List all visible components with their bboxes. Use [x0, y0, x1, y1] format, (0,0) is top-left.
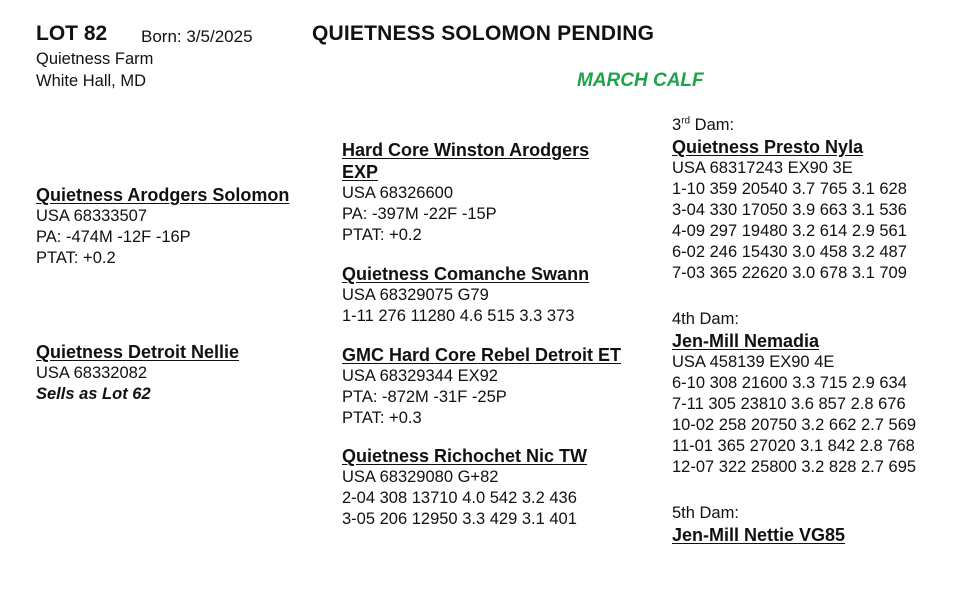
- third-dam-record: 7-03 365 22620 3.0 678 3.1 709: [672, 264, 907, 282]
- sire-sire-name-line2: EXP: [342, 162, 379, 182]
- dam-dam-name: Quietness Richochet Nic TW: [342, 446, 588, 466]
- dam-dam-record: 2-04 308 13710 4.0 542 3.2 436: [342, 489, 577, 507]
- animal-title: QUIETNESS SOLOMON PENDING: [312, 22, 655, 45]
- fourth-dam-record: 6-10 308 21600 3.3 715 2.9 634: [672, 374, 907, 392]
- sire-block: [36, 184, 289, 269]
- farm-location: White Hall, MD: [36, 72, 147, 90]
- third-dam-label: 3rd Dam:: [672, 115, 735, 134]
- dam-sire-registration: USA 68329344 EX92: [342, 367, 498, 385]
- fifth-dam-name: Jen-Mill Nettie VG85: [672, 525, 846, 545]
- sire-dam-name: Quietness Comanche Swann: [342, 264, 590, 284]
- sire-ptat: PTAT: +0.2: [36, 249, 116, 267]
- calf-class-label: MARCH CALF: [577, 70, 704, 91]
- third-dam-name: Quietness Presto Nyla: [672, 137, 864, 157]
- fourth-dam-label: 4th Dam:: [672, 310, 739, 328]
- third-dam-record: 6-02 246 15430 3.0 458 3.2 487: [672, 243, 907, 261]
- sire-sire-block: [342, 139, 589, 246]
- fourth-dam-name: Jen-Mill Nemadia: [672, 331, 820, 351]
- sire-dam-registration: USA 68329075 G79: [342, 286, 489, 304]
- fifth-dam-block: [672, 503, 845, 546]
- sire-name: Quietness Arodgers Solomon: [36, 185, 290, 205]
- dam-sire-pta: PTA: -872M -31F -25P: [342, 388, 507, 406]
- sire-sire-ptat: PTAT: +0.2: [342, 226, 422, 244]
- sire-sire-registration: USA 68326600: [342, 184, 454, 202]
- third-dam-record: 1-10 359 20540 3.7 765 3.1 628: [672, 180, 907, 198]
- dam-sire-ptat: PTAT: +0.3: [342, 409, 422, 427]
- sire-pa: PA: -474M -12F -16P: [36, 228, 191, 246]
- dam-block: [36, 341, 239, 405]
- dam-registration: USA 68332082: [36, 364, 148, 382]
- third-dam-registration: USA 68317243 EX90 3E: [672, 159, 853, 177]
- fourth-dam-record: 11-01 365 27020 3.1 842 2.8 768: [672, 437, 915, 455]
- fourth-dam-record: 7-11 305 23810 3.6 857 2.8 676: [672, 395, 906, 413]
- fourth-dam-block: [672, 309, 916, 478]
- sire-dam-record: 1-11 276 11280 4.6 515 3.3 373: [342, 307, 575, 325]
- fourth-dam-record: 10-02 258 20750 3.2 662 2.7 569: [672, 416, 917, 434]
- sire-sire-name-line1: Hard Core Winston Arodgers: [342, 140, 590, 160]
- dam-dam-record: 3-05 206 12950 3.3 429 3.1 401: [342, 510, 577, 528]
- dam-sire-block: [342, 344, 621, 429]
- fourth-dam-registration: USA 458139 EX90 4E: [672, 353, 835, 371]
- sire-dam-block: [342, 263, 589, 327]
- lot-number: LOT 82: [36, 22, 108, 45]
- sire-registration: USA 68333507: [36, 207, 148, 225]
- dam-dam-registration: USA 68329080 G+82: [342, 468, 499, 486]
- dam-sale-note: Sells as Lot 62: [36, 385, 151, 403]
- sire-sire-pa: PA: -397M -22F -15P: [342, 205, 497, 223]
- dam-dam-block: [342, 445, 587, 530]
- third-dam-record: 4-09 297 19480 3.2 614 2.9 561: [672, 222, 907, 240]
- birth-date: Born: 3/5/2025: [141, 27, 253, 46]
- fourth-dam-record: 12-07 322 25800 3.2 828 2.7 695: [672, 458, 917, 476]
- third-dam-record: 3-04 330 17050 3.9 663 3.1 536: [672, 201, 907, 219]
- third-dam-block: [672, 115, 907, 284]
- fifth-dam-label: 5th Dam:: [672, 504, 739, 522]
- farm-name: Quietness Farm: [36, 50, 154, 68]
- dam-sire-name: GMC Hard Core Rebel Detroit ET: [342, 345, 622, 365]
- dam-name: Quietness Detroit Nellie: [36, 342, 240, 362]
